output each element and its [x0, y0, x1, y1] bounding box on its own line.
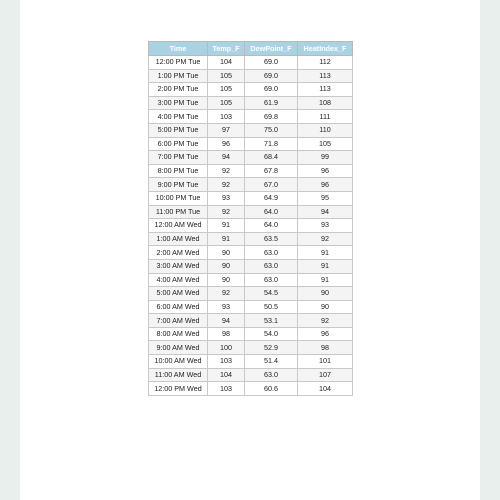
cell-heatindex: 94 — [298, 205, 353, 219]
cell-heatindex: 92 — [298, 232, 353, 246]
cell-dewpoint: 67.0 — [245, 178, 298, 192]
cell-heatindex: 104 — [298, 382, 353, 396]
cell-dewpoint: 67.8 — [245, 164, 298, 178]
cell-heatindex: 105 — [298, 137, 353, 151]
cell-time: 1:00 PM Tue — [149, 69, 208, 83]
cell-heatindex: 91 — [298, 246, 353, 260]
cell-time: 11:00 AM Wed — [149, 368, 208, 382]
cell-dewpoint: 63.0 — [245, 368, 298, 382]
cell-temp: 104 — [208, 56, 245, 70]
cell-temp: 94 — [208, 314, 245, 328]
cell-temp: 92 — [208, 164, 245, 178]
cell-temp: 100 — [208, 341, 245, 355]
table-header-row — [149, 42, 353, 56]
table-row — [149, 232, 353, 246]
cell-temp: 91 — [208, 232, 245, 246]
cell-time: 9:00 PM Tue — [149, 178, 208, 192]
cell-temp: 96 — [208, 137, 245, 151]
cell-time: 10:00 PM Tue — [149, 191, 208, 205]
cell-heatindex: 112 — [298, 56, 353, 70]
table-row — [149, 123, 353, 137]
cell-dewpoint: 69.0 — [245, 69, 298, 83]
table-row — [149, 205, 353, 219]
cell-time: 7:00 AM Wed — [149, 314, 208, 328]
cell-heatindex: 96 — [298, 164, 353, 178]
cell-dewpoint: 51.4 — [245, 355, 298, 369]
cell-heatindex: 96 — [298, 327, 353, 341]
table-row — [149, 300, 353, 314]
cell-temp: 97 — [208, 123, 245, 137]
cell-temp: 105 — [208, 83, 245, 97]
cell-time: 4:00 PM Tue — [149, 110, 208, 124]
cell-temp: 92 — [208, 205, 245, 219]
cell-time: 6:00 PM Tue — [149, 137, 208, 151]
cell-time: 3:00 AM Wed — [149, 259, 208, 273]
cell-heatindex: 91 — [298, 273, 353, 287]
cell-temp: 90 — [208, 246, 245, 260]
cell-dewpoint: 75.0 — [245, 123, 298, 137]
cell-temp: 93 — [208, 191, 245, 205]
cell-temp: 103 — [208, 355, 245, 369]
cell-time: 1:00 AM Wed — [149, 232, 208, 246]
cell-heatindex: 96 — [298, 178, 353, 192]
header-heatindex: HeatIndex_F — [298, 42, 353, 56]
cell-heatindex: 98 — [298, 341, 353, 355]
cell-temp: 104 — [208, 368, 245, 382]
cell-temp: 91 — [208, 219, 245, 233]
header-time: Time — [149, 42, 208, 56]
cell-heatindex: 111 — [298, 110, 353, 124]
table-row — [149, 83, 353, 97]
table-row — [149, 246, 353, 260]
cell-dewpoint: 54.5 — [245, 287, 298, 301]
table-row — [149, 137, 353, 151]
table-row — [149, 287, 353, 301]
cell-temp: 103 — [208, 382, 245, 396]
cell-temp: 103 — [208, 110, 245, 124]
cell-time: 2:00 AM Wed — [149, 246, 208, 260]
cell-heatindex: 101 — [298, 355, 353, 369]
cell-dewpoint: 63.5 — [245, 232, 298, 246]
cell-dewpoint: 69.0 — [245, 56, 298, 70]
cell-temp: 90 — [208, 273, 245, 287]
cell-dewpoint: 69.0 — [245, 83, 298, 97]
cell-time: 11:00 PM Tue — [149, 205, 208, 219]
cell-time: 12:00 AM Wed — [149, 219, 208, 233]
cell-time: 3:00 PM Tue — [149, 96, 208, 110]
cell-dewpoint: 68.4 — [245, 151, 298, 165]
table-row — [149, 273, 353, 287]
cell-dewpoint: 63.0 — [245, 273, 298, 287]
cell-dewpoint: 64.0 — [245, 219, 298, 233]
table-row — [149, 327, 353, 341]
cell-heatindex: 108 — [298, 96, 353, 110]
cell-time: 8:00 PM Tue — [149, 164, 208, 178]
cell-time: 12:00 PM Tue — [149, 56, 208, 70]
cell-heatindex: 92 — [298, 314, 353, 328]
cell-time: 7:00 PM Tue — [149, 151, 208, 165]
cell-dewpoint: 60.6 — [245, 382, 298, 396]
cell-temp: 105 — [208, 96, 245, 110]
cell-heatindex: 99 — [298, 151, 353, 165]
cell-heatindex: 113 — [298, 83, 353, 97]
table-body — [149, 56, 353, 396]
cell-heatindex: 110 — [298, 123, 353, 137]
document-page — [20, 0, 480, 500]
cell-temp: 105 — [208, 69, 245, 83]
table-row — [149, 382, 353, 396]
cell-heatindex: 113 — [298, 69, 353, 83]
cell-temp: 98 — [208, 327, 245, 341]
header-dewpoint: DewPoint_F — [245, 42, 298, 56]
cell-dewpoint: 50.5 — [245, 300, 298, 314]
table-row — [149, 56, 353, 70]
table-row — [149, 69, 353, 83]
cell-time: 5:00 AM Wed — [149, 287, 208, 301]
cell-heatindex: 90 — [298, 300, 353, 314]
table-row — [149, 110, 353, 124]
cell-time: 9:00 AM Wed — [149, 341, 208, 355]
cell-heatindex: 91 — [298, 259, 353, 273]
table-row — [149, 191, 353, 205]
cell-heatindex: 90 — [298, 287, 353, 301]
cell-heatindex: 93 — [298, 219, 353, 233]
table-row — [149, 368, 353, 382]
cell-temp: 90 — [208, 259, 245, 273]
cell-dewpoint: 52.9 — [245, 341, 298, 355]
cell-dewpoint: 54.0 — [245, 327, 298, 341]
table-row — [149, 178, 353, 192]
cell-temp: 93 — [208, 300, 245, 314]
cell-dewpoint: 61.9 — [245, 96, 298, 110]
table-row — [149, 259, 353, 273]
cell-time: 4:00 AM Wed — [149, 273, 208, 287]
cell-time: 6:00 AM Wed — [149, 300, 208, 314]
table-row — [149, 341, 353, 355]
cell-temp: 92 — [208, 287, 245, 301]
table-row — [149, 314, 353, 328]
weather-table — [148, 41, 353, 396]
cell-dewpoint: 64.9 — [245, 191, 298, 205]
cell-time: 8:00 AM Wed — [149, 327, 208, 341]
table-row — [149, 219, 353, 233]
cell-heatindex: 107 — [298, 368, 353, 382]
cell-dewpoint: 71.8 — [245, 137, 298, 151]
header-temp: Temp_F — [208, 42, 245, 56]
cell-dewpoint: 63.0 — [245, 259, 298, 273]
cell-dewpoint: 69.8 — [245, 110, 298, 124]
table-row — [149, 96, 353, 110]
cell-dewpoint: 64.0 — [245, 205, 298, 219]
table-row — [149, 151, 353, 165]
cell-temp: 92 — [208, 178, 245, 192]
cell-time: 2:00 PM Tue — [149, 83, 208, 97]
cell-time: 5:00 PM Tue — [149, 123, 208, 137]
cell-time: 12:00 PM Wed — [149, 382, 208, 396]
cell-heatindex: 95 — [298, 191, 353, 205]
cell-dewpoint: 53.1 — [245, 314, 298, 328]
table-row — [149, 355, 353, 369]
cell-time: 10:00 AM Wed — [149, 355, 208, 369]
cell-temp: 94 — [208, 151, 245, 165]
cell-dewpoint: 63.0 — [245, 246, 298, 260]
table-row — [149, 164, 353, 178]
